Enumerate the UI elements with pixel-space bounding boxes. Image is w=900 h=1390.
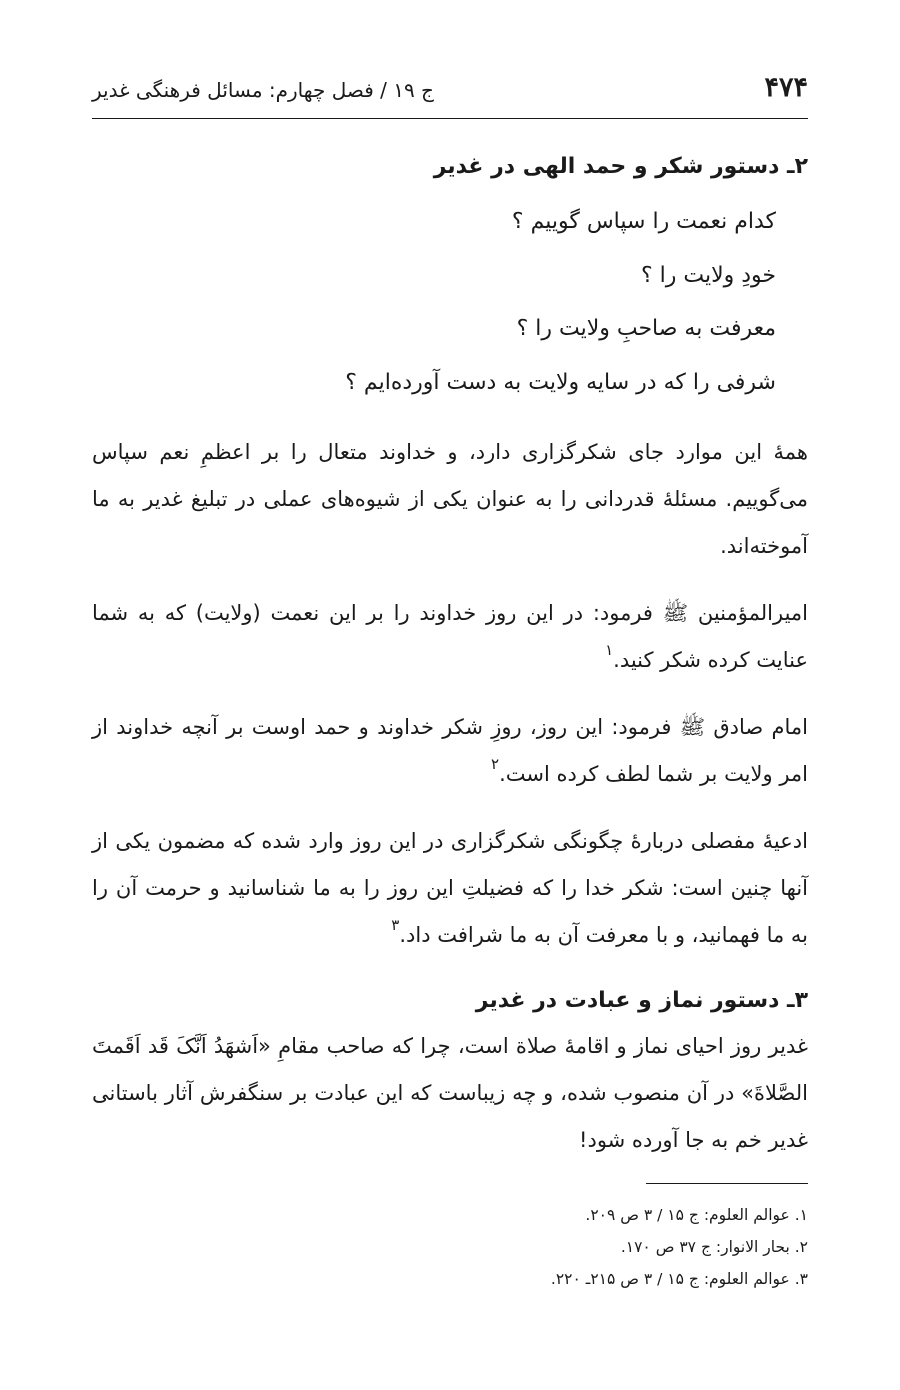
paragraph-supplications <box>92 818 808 959</box>
question-line: خودِ ولایت را ؟ <box>640 262 776 288</box>
footnote-ref: ۲ <box>491 755 500 773</box>
paragraph-text: امیرالمؤمنین ﷺ فرمود: در این روز خداوند را بر این نعمت (ولایت) که به شما عنایت کرده شکر کنید. <box>92 601 808 672</box>
section-heading-3: ۳ـ دستور نماز و عبادت در غدیر <box>475 988 808 1013</box>
page-body <box>92 145 808 1164</box>
paragraph-text: امام صادق ﷺ فرمود: این روز، روزِ شکر خداوند و حمد اوست بر آنچه خداوند از امر ولایت بر شما لطف کرده است. <box>92 715 808 786</box>
footnote-rule <box>646 1183 808 1184</box>
page-header <box>92 72 808 120</box>
question-list <box>92 195 808 409</box>
paragraph-gratitude: همهٔ این موارد جای شکرگزاری دارد، و خداوند متعال را بر اعظمِ نعم سپاس می‌گوییم. مسئلهٔ قدردانی را به عنوان یکی از شیوه‌های عملی در تبلیغ غدیر به ما آموخته‌اند. <box>92 440 808 558</box>
section-heading-2: ۲ـ دستور شکر و حمد الهی در غدیر <box>433 154 808 179</box>
paragraph-text: ادعیهٔ مفصلی دربارهٔ چگونگی شکرگزاری در این روز وارد شده که مضمون یکی از آنها چنین است: شکر خدا را که فضیلتِ این روز را به ما شناسانید و حرمت آن را به ما فهمانید، و با معرفت آن به ما شرافت داد. <box>92 829 808 947</box>
footnote: ۲. بحار الانوار: ج ۳۷ ص ۱۷۰. <box>620 1238 808 1256</box>
footnotes <box>92 1199 808 1295</box>
running-title: ج ۱۹ / فصل چهارم: مسائل فرهنگی غدیر <box>92 78 434 102</box>
footnote-ref: ۳ <box>391 916 400 934</box>
paragraph-imam-sadiq <box>92 704 808 798</box>
header-rule <box>92 118 808 119</box>
question-line: کدام نعمت را سپاس گوییم ؟ <box>511 209 776 234</box>
footnote: ۳. عوالم العلوم: ج ۱۵ / ۳ ص ۲۱۵ـ ۲۲۰. <box>550 1270 808 1288</box>
paragraph-amir-almomenin <box>92 590 808 684</box>
question-line: شرفی را که در سایه ولایت به دست آورده‌ایم ؟ <box>345 369 776 395</box>
footnote: ۱. عوالم العلوم: ج ۱۵ / ۳ ص ۲۰۹. <box>585 1206 808 1224</box>
page-number: ۴۷۴ <box>764 72 808 103</box>
footnote-ref: ۱ <box>605 641 614 659</box>
paragraph-prayer: غدیر روز احیای نماز و اقامهٔ صلاة است، چرا که صاحب مقامِ «اَشهَدُ اَنَّکَ قَد اَقَمتَ الصَّلاةَ» در آن منصوب شده، و چه زیباست که این عبادت بر سنگفرش آثار باستانی غدیر خم به جا آورده شود! <box>92 1034 808 1152</box>
question-line: معرفت به صاحبِ ولایت را ؟ <box>516 316 776 341</box>
